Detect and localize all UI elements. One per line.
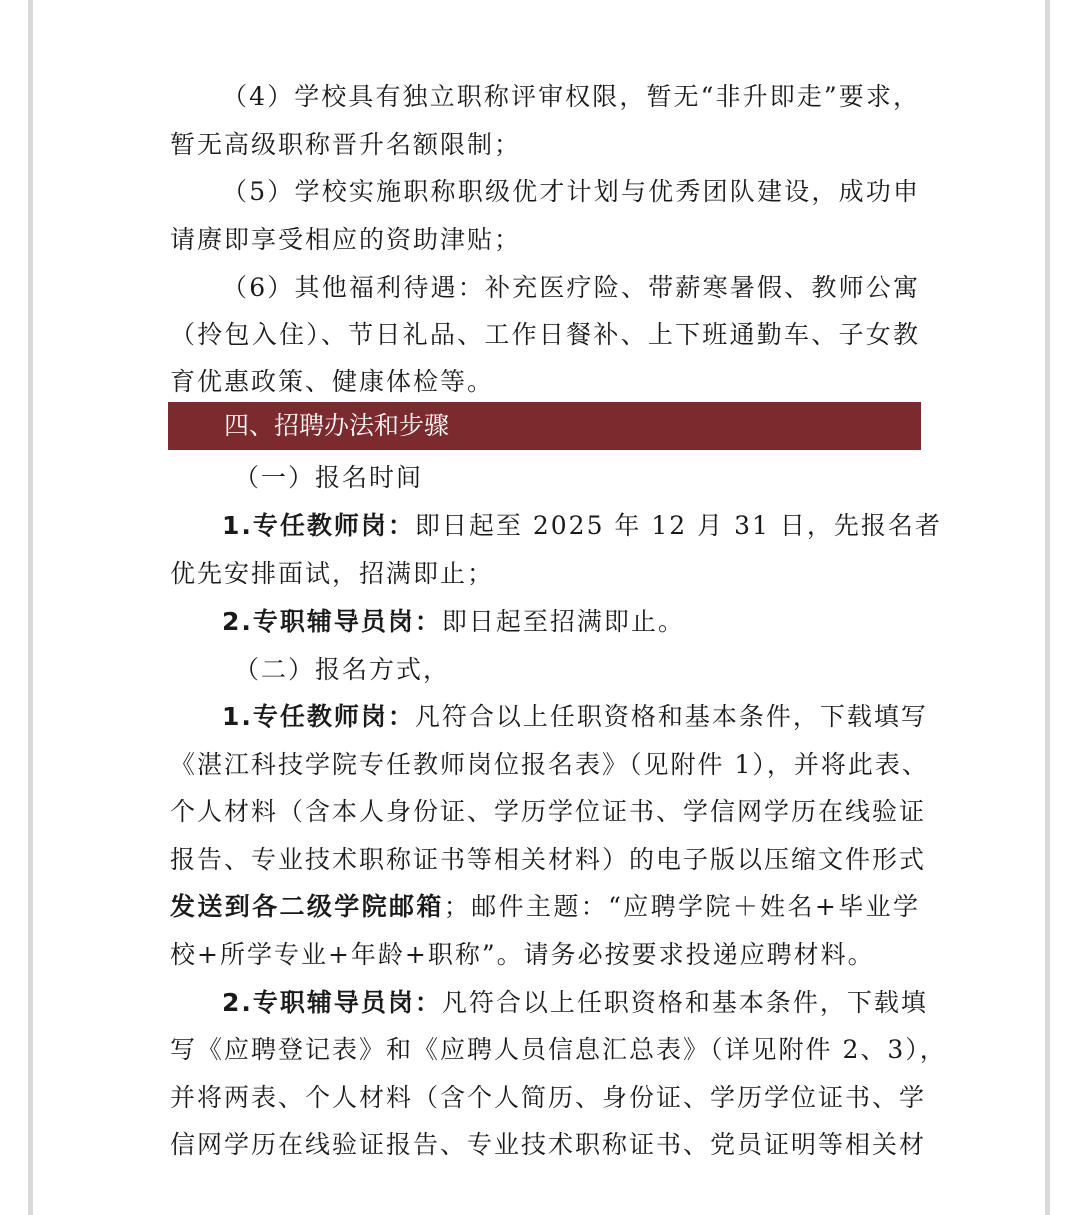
page-edge-left [28,0,33,1215]
paragraph-line: 校+所学专业+年龄+职称”。请务必按要求投递应聘材料。 [170,940,875,969]
paragraph-line: （拎包入住）、节日礼品、工作日餐补、上下班通勤车、子女教 [170,320,920,349]
bold-label: 2.专职辅导员岗： [222,607,442,636]
paragraph-line: （4）学校具有独立职称评审权限，暂无“非升即走”要求， [222,82,920,111]
text: ；邮件主题：“应聘学院＋姓名+毕业学 [443,892,920,921]
page-edge-right [1045,0,1050,1215]
text: 凡符合以上任职资格和基本条件，下载填写 [414,702,928,731]
section-heading-banner: 四、招聘办法和步骤 [168,402,921,450]
paragraph-line: 优先安排面试，招满即止； [170,559,495,588]
bold-label: 1.专任教师岗： [222,702,415,731]
paragraph-line: 信网学历在线验证报告、专业技术职称证书、党员证明等相关材 [170,1130,927,1159]
paragraph-line: （6）其他福利待遇：补充医疗险、带薪寒暑假、教师公寓 [222,273,920,302]
text: 即日起至 2025 年 12 月 31 日，先报名者 [414,511,942,540]
paragraph-line [170,693,928,741]
bold-label: 2.专职辅导员岗： [222,988,442,1017]
paragraph-line: 请赓即享受相应的资助津贴； [170,225,522,254]
paragraph-line [170,883,920,931]
bold-label: 1.专任教师岗： [222,511,415,540]
paragraph-line: 育优惠政策、健康体检等。 [170,367,495,396]
subheading-registration-method: （二）报名方式， [234,655,451,684]
paragraph-line: 个人材料（含本人身份证、学历学位证书、学信网学历在线验证 [170,797,927,826]
paragraph-line: （5）学校实施职称职级优才计划与优秀团队建设，成功申 [222,177,920,206]
subheading-registration-time: （一）报名时间 [234,463,424,492]
paragraph-line: 《湛江科技学院专任教师岗位报名表》（见附件 1），并将此表、 [170,750,929,779]
paragraph-line [170,979,928,1027]
paragraph-line [170,598,920,646]
text: 凡符合以上任职资格和基本条件，下载填 [441,988,928,1017]
paragraph-line: 报告、专业技术职称证书等相关材料）的电子版以压缩文件形式 [170,845,927,874]
paragraph-line: 并将两表、个人材料（含个人简历、身份证、学历学位证书、学 [170,1083,927,1112]
bold-text: 发送到各二级学院邮箱 [170,892,444,921]
paragraph-line [170,502,942,550]
paragraph-line: 写《应聘登记表》和《应聘人员信息汇总表》（详见附件 2、3）， [170,1035,947,1064]
paragraph-line: 暂无高级职称晋升名额限制； [170,130,522,159]
text: 即日起至招满即止。 [441,607,685,636]
